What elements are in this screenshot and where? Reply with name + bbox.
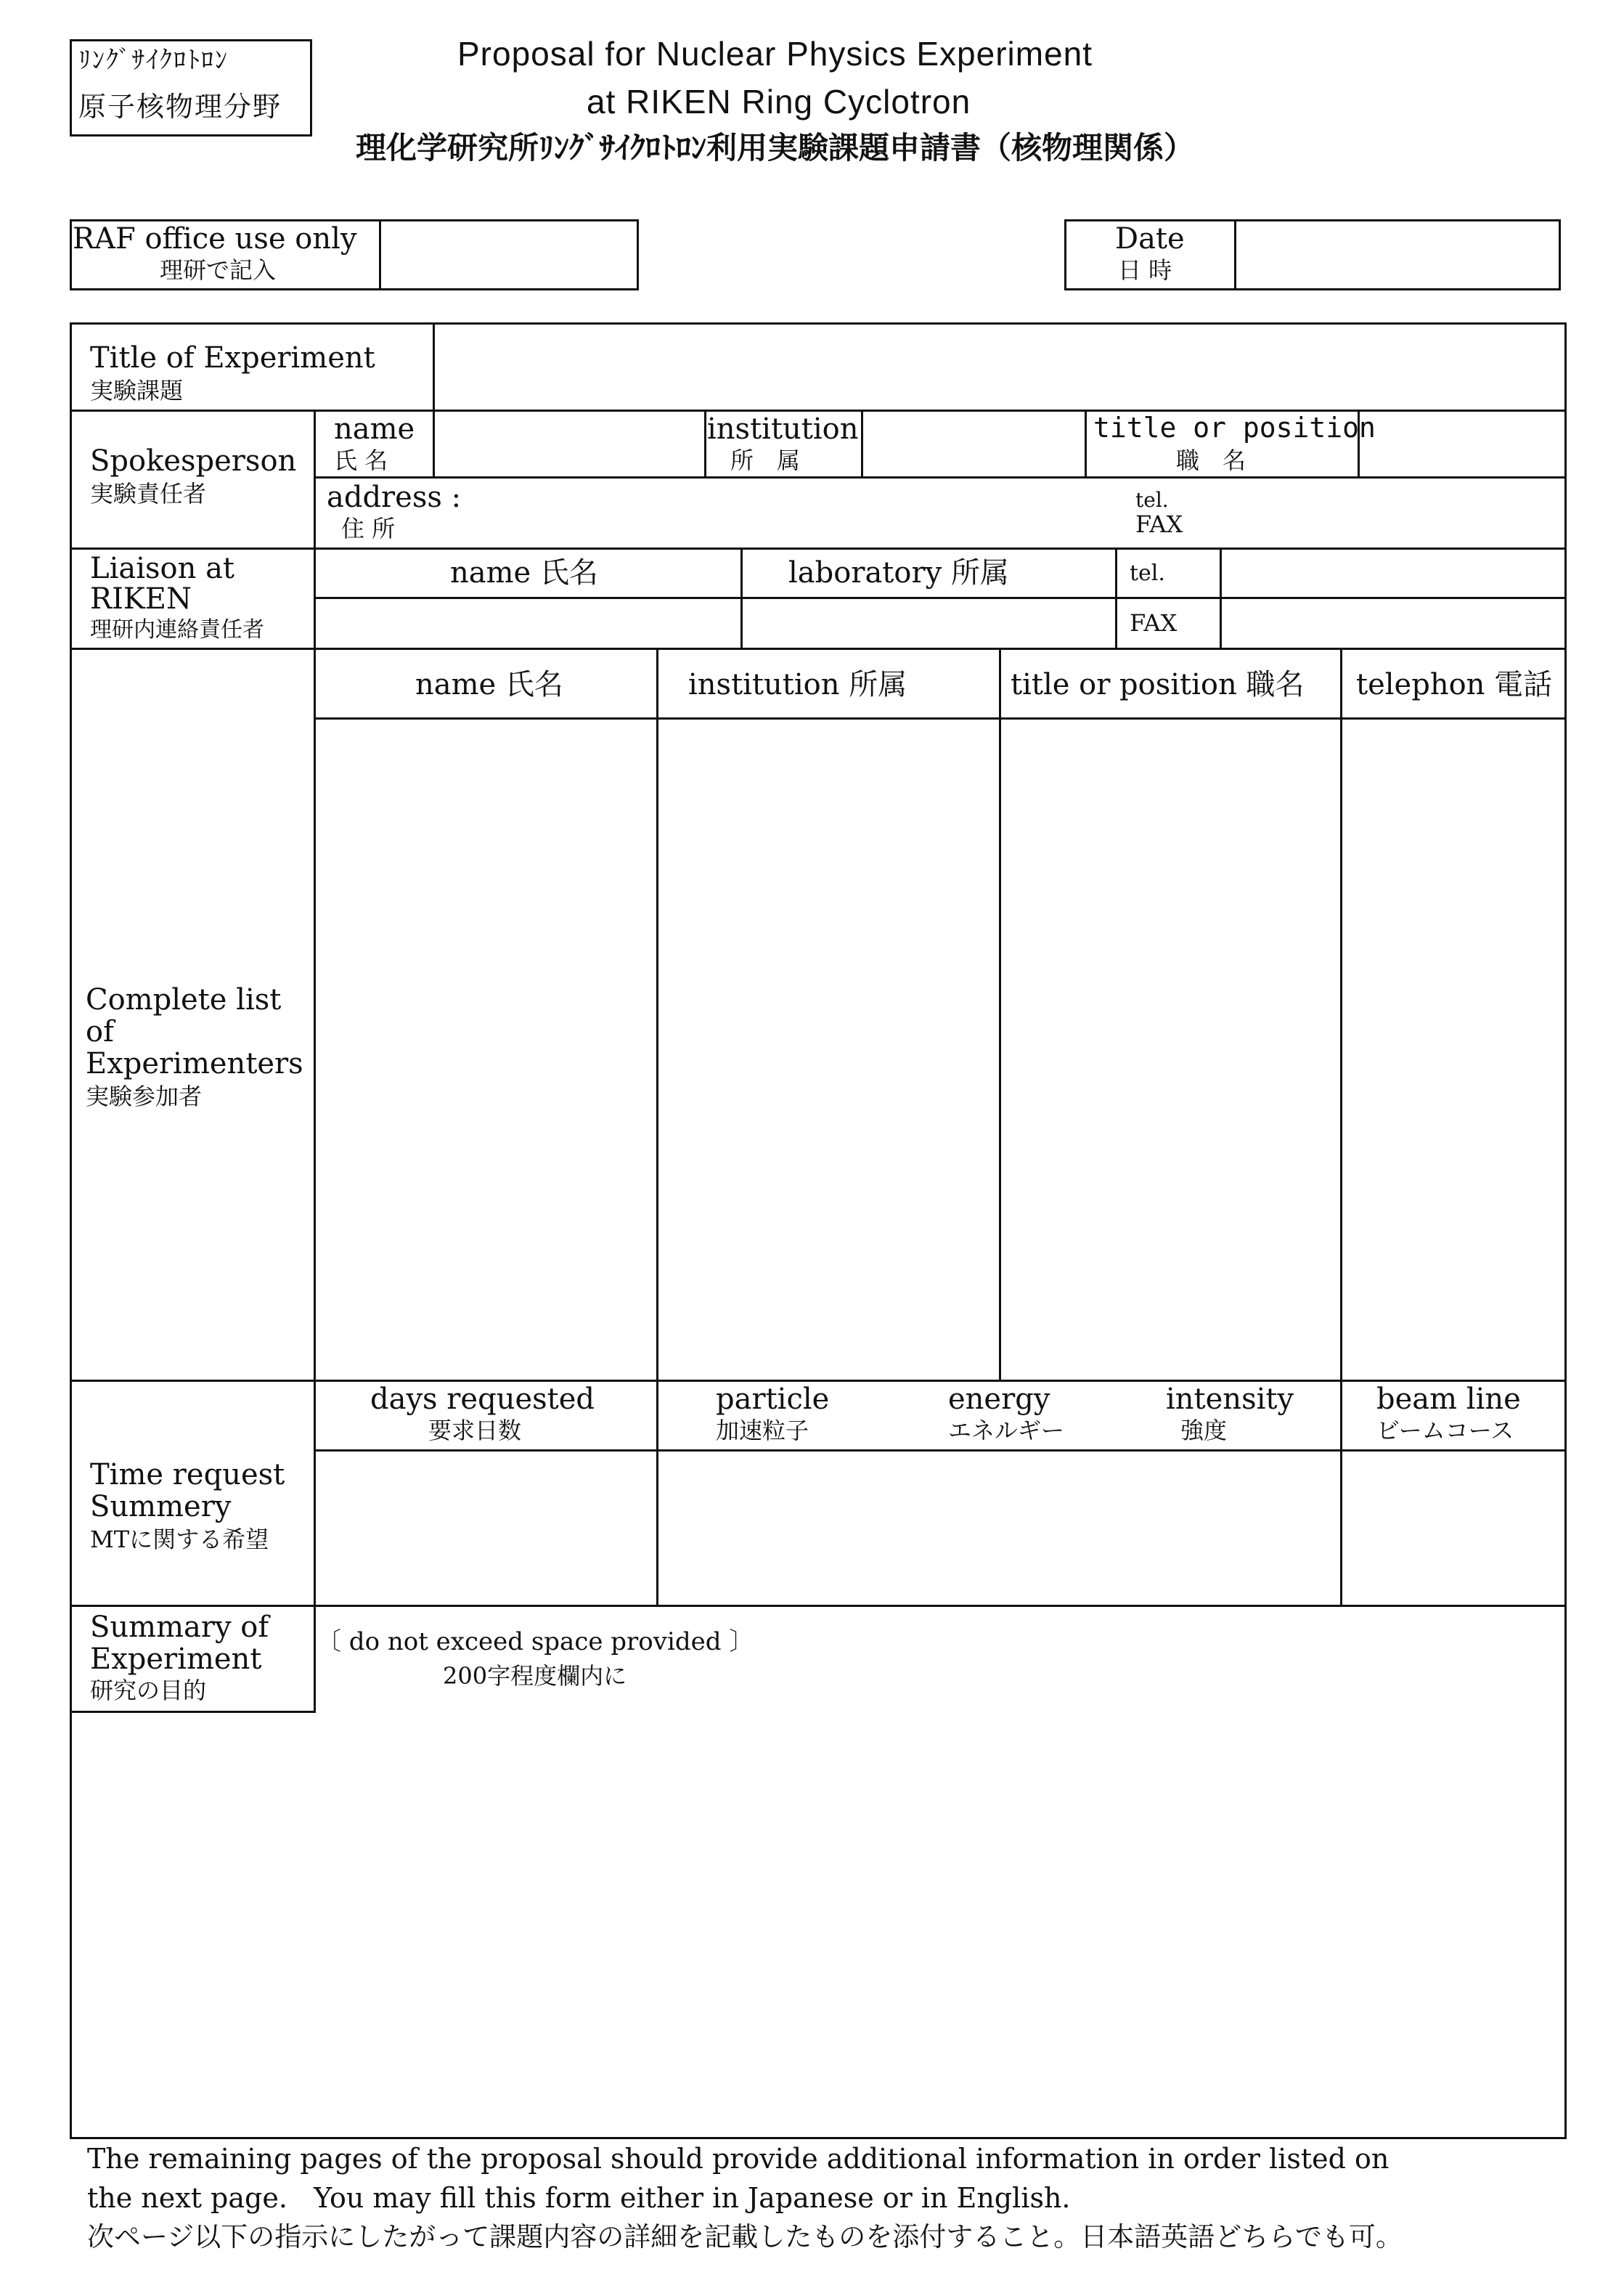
spokesperson-institution-label-jp: 所 属 — [730, 447, 801, 474]
time-request-label-line-1: Time request — [90, 1458, 285, 1491]
footer-note-line-3: 次ページ以下の指示にしたがって課題内容の詳細を記載したものを添付すること。日本語英語どちらでも可。 — [87, 2221, 1403, 2252]
summary-instruction: 〔 do not exceed space provided 〕 — [317, 1627, 754, 1656]
spokesperson-fax-label: FAX — [1135, 510, 1183, 538]
office-use-label: RAF office use only — [73, 222, 357, 256]
experimenters-name-column[interactable] — [318, 720, 653, 1377]
liaison-tel-label: tel. — [1130, 561, 1165, 586]
spokesperson-name-label-jp: 氏 名 — [334, 447, 388, 474]
spokesperson-title-label: title or position — [1093, 412, 1376, 444]
beam-line-header-jp: ビームコース — [1376, 1417, 1514, 1444]
spokesperson-phone-field[interactable] — [1205, 481, 1561, 545]
days-requested-field[interactable] — [318, 1452, 653, 1602]
summary-instruction-jp: 200字程度欄内に — [443, 1662, 627, 1690]
particle-header-jp: 加速粒子 — [716, 1417, 809, 1444]
experimenters-col-name: name 氏名 — [415, 668, 563, 701]
experimenters-label-jp: 実験参加者 — [86, 1083, 203, 1110]
liaison-name-field[interactable] — [318, 600, 738, 645]
experimenters-institution-column[interactable] — [661, 720, 996, 1377]
stamp-line-2: 原子核物理分野 — [78, 91, 282, 123]
title-of-experiment-label: Title of Experiment — [90, 341, 375, 375]
experimenters-label-line-1: Complete list — [86, 983, 282, 1017]
page-title-line-2: at RIKEN Ring Cyclotron — [587, 83, 971, 121]
experimenters-telephone-column[interactable] — [1344, 720, 1562, 1377]
liaison-label-line-1: Liaison at — [90, 552, 235, 585]
particle-energy-intensity-field[interactable] — [661, 1452, 1337, 1602]
office-use-label-jp: 理研で記入 — [160, 256, 277, 284]
energy-header: energy — [948, 1383, 1050, 1416]
date-label: Date — [1115, 222, 1185, 256]
spokesperson-address-field[interactable] — [465, 481, 1118, 545]
spokesperson-name-field[interactable] — [437, 412, 701, 473]
liaison-lab-header: laboratory 所属 — [788, 556, 1009, 590]
intensity-header: intensity — [1166, 1383, 1294, 1416]
spokesperson-address-label-jp: 住 所 — [341, 515, 396, 542]
summary-label-line-2: Experiment — [90, 1642, 262, 1676]
footer-note-line-2: the next page. You may fill this form either in Japanese or in English. — [87, 2182, 1071, 2214]
stamp-line-1: ﾘﾝｸﾞｻｲｸﾛﾄﾛﾝ — [78, 46, 229, 75]
time-request-label-jp: MTに関する希望 — [90, 1526, 269, 1553]
spokesperson-address-label: address : — [327, 481, 462, 514]
days-requested-header-jp: 要求日数 — [428, 1417, 522, 1444]
spokesperson-label: Spokesperson — [90, 444, 297, 478]
experimenters-label-line-2: of — [86, 1015, 114, 1049]
liaison-label-jp: 理研内連絡責任者 — [90, 617, 264, 643]
page-title-japanese: 理化学研究所ﾘﾝｸﾞｻｲｸﾛﾄﾛﾝ利用実験課題申請書（核物理関係） — [356, 130, 1195, 166]
liaison-label-line-2: RIKEN — [90, 582, 192, 616]
date-field[interactable] — [1238, 222, 1556, 288]
title-of-experiment-label-jp: 実験課題 — [90, 377, 184, 404]
spokesperson-label-jp: 実験責任者 — [90, 480, 207, 508]
experimenters-title-column[interactable] — [1003, 720, 1337, 1377]
summary-label-line-1: Summary of — [90, 1611, 269, 1644]
particle-header: particle — [716, 1383, 830, 1416]
liaison-tel-field[interactable] — [1224, 550, 1562, 594]
intensity-header-jp: 強度 — [1180, 1417, 1228, 1444]
liaison-lab-field[interactable] — [745, 600, 1112, 645]
summary-field[interactable] — [319, 1702, 1562, 2135]
experimenters-col-institution: institution 所属 — [688, 668, 907, 701]
date-label-jp: 日 時 — [1118, 256, 1172, 284]
days-requested-header: days requested — [370, 1383, 595, 1416]
page-title-line-1: Proposal for Nuclear Physics Experiment — [457, 35, 1093, 73]
liaison-fax-field[interactable] — [1224, 600, 1562, 645]
energy-header-jp: エネルギー — [948, 1417, 1065, 1444]
spokesperson-name-label: name — [334, 412, 415, 446]
spokesperson-title-label-jp: 職 名 — [1176, 447, 1246, 474]
footer-note-line-1: The remaining pages of the proposal should provide additional information in order listed on — [87, 2143, 1389, 2175]
liaison-fax-label: FAX — [1130, 609, 1178, 637]
experimenters-label-line-3: Experimenters — [86, 1047, 303, 1080]
title-of-experiment-field[interactable] — [438, 327, 1562, 407]
spokesperson-tel-label: tel. — [1135, 488, 1169, 512]
spokesperson-institution-label: institution — [707, 412, 859, 446]
time-request-label-line-2: Summery — [90, 1490, 232, 1523]
experimenters-col-title: title or position 職名 — [1011, 668, 1305, 701]
office-use-field[interactable] — [383, 222, 634, 288]
beam-line-header: beam line — [1376, 1383, 1521, 1416]
summary-label-jp: 研究の目的 — [90, 1677, 207, 1704]
spokesperson-institution-field[interactable] — [865, 412, 1082, 473]
experimenters-col-telephone: telephon 電話 — [1356, 668, 1553, 701]
beam-line-field[interactable] — [1344, 1452, 1562, 1602]
spokesperson-title-field[interactable] — [1362, 412, 1562, 473]
liaison-name-header: name 氏名 — [450, 556, 598, 590]
